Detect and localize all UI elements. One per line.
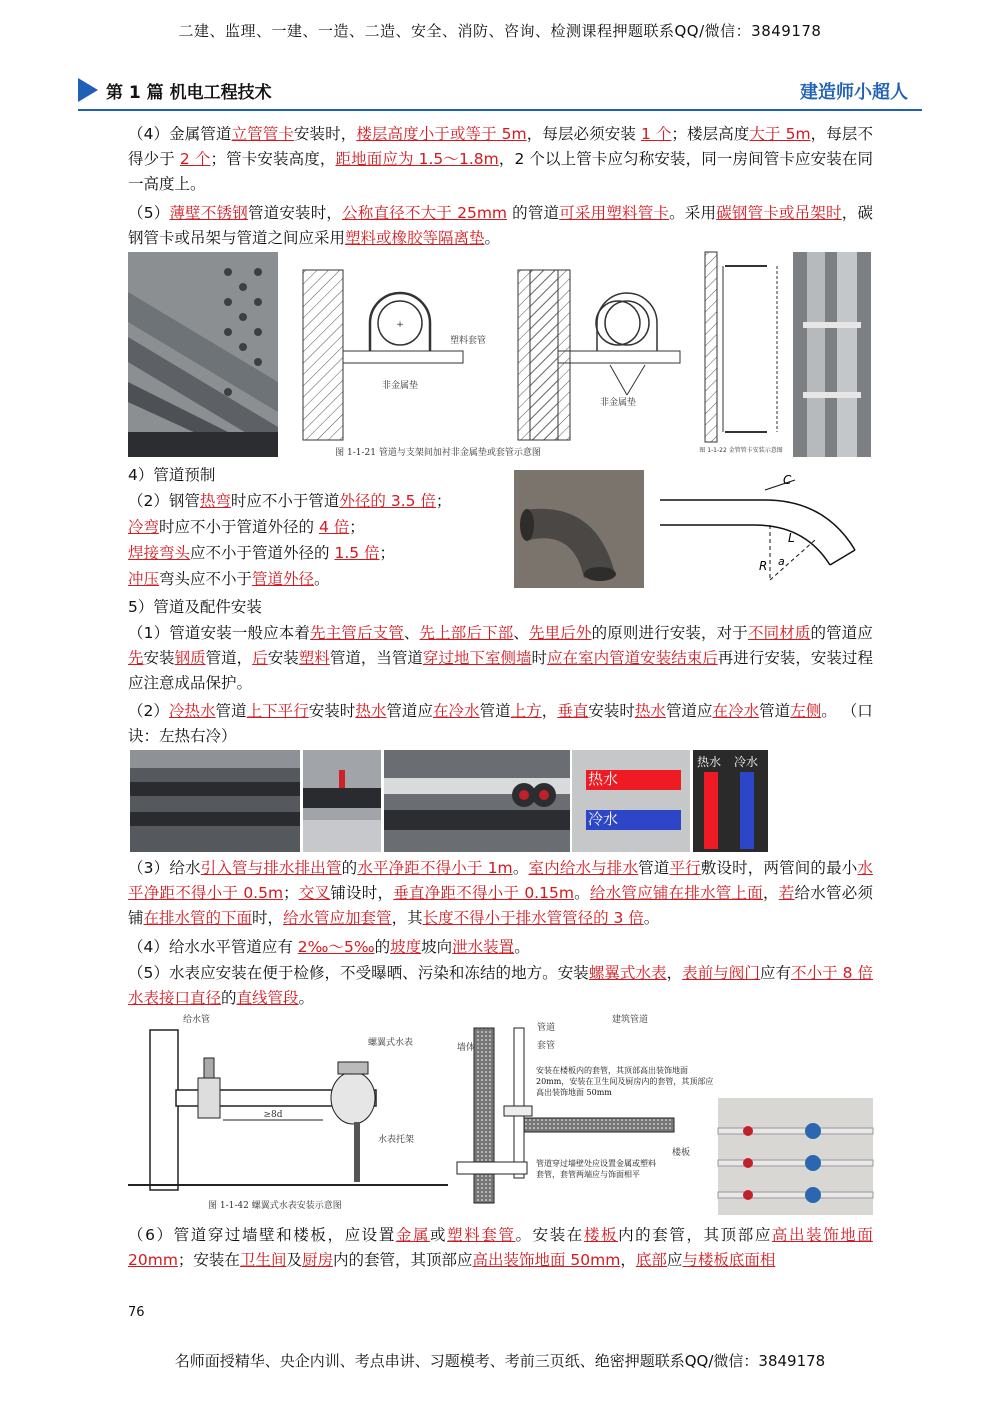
- text-run: 应: [666, 1251, 683, 1269]
- key-phrase: 冲压: [128, 570, 160, 588]
- text-run: 安装时: [308, 702, 356, 720]
- text-run: ；安装在: [177, 1251, 240, 1269]
- figure-caption-1-1-22: 图 1-1-22 金管管卡安装示意图: [699, 447, 783, 454]
- text-run: ，: [620, 1251, 636, 1269]
- text-run: 敷设时，两管间的最小: [700, 859, 858, 877]
- text-run: 。采用: [669, 204, 717, 222]
- nonmetal-pad-drawing-b: [515, 265, 690, 460]
- label-turbine-meter: 螺翼式水表: [368, 1038, 414, 1048]
- key-phrase: 直线管段: [236, 989, 299, 1007]
- text-run: 。: [512, 859, 529, 877]
- text-run: 管道: [759, 702, 791, 720]
- key-phrase: 不同材质: [747, 624, 811, 642]
- text-run: （2）钢管: [128, 492, 200, 510]
- text-run: 安装: [267, 649, 299, 667]
- key-phrase: 表前与阀门: [682, 964, 760, 982]
- text-run: （5）: [128, 204, 170, 222]
- key-phrase: 螺翼式水表: [588, 964, 667, 982]
- label-water-pipe: 给水管: [183, 1015, 211, 1025]
- key-phrase: 垂直净距不得小于 0.15m: [393, 884, 574, 902]
- key-phrase: 引入管与排水排出管: [200, 859, 342, 877]
- text-run: ；: [349, 518, 365, 536]
- text-run: 或: [430, 1226, 448, 1244]
- key-phrase: 室内给水与排水: [528, 859, 639, 877]
- text-run: 时应不小于管道外径的: [159, 518, 319, 536]
- key-phrase: 平行: [669, 859, 701, 877]
- key-phrase: 先上部后下部: [419, 624, 514, 642]
- key-phrase: 金属: [395, 1226, 431, 1244]
- text-run: ，: [541, 702, 558, 720]
- text-run: 内的套管，其顶部应: [618, 1226, 772, 1244]
- key-phrase: 坡度: [390, 938, 422, 956]
- text-run: 的原则进行安装，对于: [591, 624, 748, 642]
- key-phrase: 穿过地下室侧墙: [422, 649, 532, 667]
- text-run: ；: [283, 884, 299, 902]
- line-stamped-elbow: [128, 567, 330, 592]
- text-run: 管道，: [205, 649, 253, 667]
- diagram-pipe-sleeve: [452, 1010, 714, 1215]
- cold-water-label: 冷水: [588, 810, 619, 828]
- vertical-cold-label: 冷水: [734, 755, 759, 769]
- text-run: 管道应: [665, 702, 713, 720]
- text-run: 。: [643, 909, 660, 927]
- section-title-prefab: 4）管道预制: [128, 466, 216, 484]
- key-phrase: 给水管应加套管: [283, 909, 392, 927]
- key-phrase: 热弯: [199, 492, 231, 510]
- text-run: 应不小于管道外径的: [190, 544, 335, 562]
- label-a: a: [778, 555, 785, 568]
- bottom-banner: 名师面授精华、央企内训、考点串讲、习题模考、考前三页纸、绝密押题联系QQ/微信：3849178: [174, 1352, 826, 1370]
- page-number: 76: [128, 1305, 145, 1320]
- text-run: （6）管道穿过墙壁和楼板，应设置: [128, 1226, 396, 1244]
- key-phrase: 塑料: [298, 649, 330, 667]
- key-phrase: 与楼板底面相: [682, 1251, 776, 1269]
- text-run: 的: [341, 859, 358, 877]
- hot-water-label: 热水: [588, 770, 619, 788]
- key-phrase: 垂直: [557, 702, 589, 720]
- water-meter-drawing: [128, 1010, 448, 1215]
- text-run: 管道: [638, 859, 670, 877]
- key-phrase: 4 倍: [318, 518, 350, 536]
- insulated-pipes-illustration: [384, 750, 570, 852]
- text-run: ，: [763, 884, 779, 902]
- key-phrase: 卫生间: [239, 1251, 287, 1269]
- text-run: 时，: [252, 909, 284, 927]
- label-sleeve: 套管: [537, 1041, 556, 1051]
- line-cold-bend: [128, 515, 365, 540]
- text-run: 、: [513, 624, 529, 642]
- text-run: 及: [286, 1251, 302, 1269]
- key-phrase: 热水: [634, 702, 666, 720]
- photo-horizontal-pipes: [130, 750, 300, 852]
- paragraph-hot-cold: [128, 699, 873, 749]
- key-phrase: 左侧: [790, 702, 822, 720]
- key-phrase: 楼层高度小于或等于 5m: [356, 125, 527, 143]
- text-run: ，碳钢管卡或吊架与管道之间应采用: [128, 204, 873, 247]
- key-phrase: 冷弯: [128, 518, 160, 536]
- photo-pipe-marker: [303, 750, 381, 852]
- text-run: ，每层必须安装: [526, 125, 641, 143]
- text-run: 。 （口诀：左热右冷）: [128, 702, 873, 745]
- label-meter-bracket: 水表托架: [378, 1135, 415, 1145]
- text-run: 时应不小于管道: [230, 492, 340, 510]
- text-run: ，其: [391, 909, 423, 927]
- key-phrase: 外径的 3.5 倍: [339, 492, 436, 510]
- key-phrase: 底部: [635, 1251, 667, 1269]
- text-run: 的: [374, 938, 391, 956]
- key-phrase: 塑料套管: [447, 1226, 516, 1244]
- key-phrase: 大于 5m: [749, 125, 811, 143]
- text-run: 安装时: [588, 702, 635, 720]
- key-phrase: 焊接弯头: [128, 544, 191, 562]
- text-run: 管道: [215, 702, 247, 720]
- line-slope: [128, 935, 530, 960]
- text-run: （1）管道安装一般应本着: [128, 624, 311, 642]
- legend-vertical-hot-cold: [693, 750, 768, 852]
- text-run: ；: [379, 544, 396, 562]
- diagram-water-meter: [128, 1010, 448, 1215]
- paragraph-water-meter: [128, 961, 873, 1011]
- key-phrase: 碳钢管卡或吊架时: [716, 204, 842, 222]
- photo-pipe-rack: [128, 252, 278, 457]
- label-building-pipe: 建筑管道: [612, 1015, 649, 1025]
- pipe-sleeve-drawing: [452, 1010, 714, 1215]
- key-phrase: 先主管后支管: [310, 624, 404, 642]
- text-run: 管道: [479, 702, 511, 720]
- pipe-marker-illustration: [303, 750, 381, 852]
- text-run: ，每层不得少于: [128, 125, 873, 168]
- text-run: 时: [531, 649, 548, 667]
- text-run: 给水管必须铺: [128, 884, 873, 927]
- text-run: （4）金属管道: [128, 125, 232, 143]
- photo-water-meters: [718, 1098, 873, 1215]
- vertical-cold-bar: [740, 772, 754, 849]
- key-phrase: 1 个: [640, 125, 672, 143]
- photo-insulated-pipes: [384, 750, 570, 852]
- key-phrase: 2‰～5‰: [297, 938, 375, 956]
- text-run: 应有: [759, 964, 792, 982]
- key-phrase: 冷热水: [168, 702, 216, 720]
- label-nonmetal-pad-2: 非金属垫: [599, 398, 637, 408]
- text-run: ；楼层高度: [671, 125, 750, 143]
- paragraph-install-order: [128, 621, 873, 696]
- label-wall: 墙体: [457, 1043, 476, 1053]
- line-hot-bend: [128, 489, 451, 514]
- key-phrase: 在冷水: [432, 702, 480, 720]
- key-phrase: 薄壁不锈钢: [169, 204, 248, 222]
- figure-caption-1-1-21: 图 1-1-21 管道与支架间加衬非金属垫或套管示意图: [335, 448, 541, 458]
- diagram-clamp-install: [697, 252, 787, 457]
- key-phrase: 距地面应为 1.5～1.8m: [335, 150, 499, 168]
- note-floor-sleeve: 安装在楼板内的套管，其顶部高出装饰地面 20mm，安装在卫生间及厨房内的套管，其顶部应高出装饰地面 50mm: [536, 1066, 714, 1097]
- header-divider: [78, 109, 922, 111]
- text-run: 、: [403, 624, 420, 642]
- photo-vertical-pipes: [793, 252, 871, 457]
- vertical-hot-bar: [704, 772, 718, 849]
- chapter-header: [78, 74, 922, 108]
- key-phrase: 2 个: [179, 150, 211, 168]
- key-phrase: 管道外径: [252, 570, 315, 588]
- label-floor-slab: 楼板: [672, 1148, 691, 1158]
- key-phrase: 泄水装置: [452, 938, 515, 956]
- key-phrase: 给水管应铺在排水管上面: [589, 884, 764, 902]
- paragraph-stainless: [128, 201, 873, 251]
- label-distance: ≥8d: [263, 1110, 283, 1120]
- horizontal-pipes-illustration: [130, 750, 300, 852]
- text-run: （5）水表应安装在便于检修，不受曝晒、污染和冻结的地方。安装: [128, 964, 589, 982]
- paragraph-pipe-clamp: [128, 122, 873, 197]
- text-run: 管道，当管道: [329, 649, 423, 667]
- key-phrase: 高出装饰地面 50mm: [472, 1251, 621, 1269]
- text-run: 。: [514, 938, 530, 956]
- key-phrase: 交叉: [298, 884, 331, 902]
- key-phrase: 塑料或橡胶等隔离垫: [345, 229, 485, 247]
- vertical-pipes-illustration: [793, 252, 871, 457]
- key-phrase: 先: [128, 649, 144, 667]
- key-phrase: 应在室内管道安装结束后: [547, 649, 718, 667]
- text-run: 铺设时，: [330, 884, 394, 902]
- text-run: 再进行安装，安装过程应注意成品保护。: [128, 649, 873, 692]
- key-phrase: 不小于 8 倍水表接口直径: [128, 964, 873, 1007]
- header-arrow-icon: [78, 78, 98, 102]
- key-phrase: 在冷水: [712, 702, 760, 720]
- text-run: 弯头应不小于: [159, 570, 253, 588]
- photo-elbow: [514, 470, 644, 588]
- key-phrase: 热水: [355, 702, 387, 720]
- label-pipe: 管道: [537, 1023, 556, 1033]
- key-phrase: 公称直径不大于 25mm: [342, 204, 508, 222]
- key-phrase: 楼板: [583, 1226, 619, 1244]
- elbow-illustration: [514, 470, 644, 588]
- key-phrase: 水平净距不得小于 0.5m: [128, 859, 873, 902]
- line-welded-elbow: [128, 541, 395, 566]
- key-phrase: 后: [252, 649, 268, 667]
- note-wall-sleeve: 管道穿过墙壁处应设置金属或塑料套管，套管两端应与饰面相平: [536, 1159, 656, 1179]
- brand-name: 建造师小超人: [800, 82, 908, 103]
- text-run: 管道安装时，: [247, 204, 343, 222]
- label-l: L: [788, 531, 795, 545]
- pipe-rack-illustration: [128, 252, 278, 457]
- vertical-hot-label: 热水: [697, 755, 722, 769]
- text-run: 。安装在: [515, 1226, 584, 1244]
- key-phrase: 长度不得小于排水管管径的 3 倍: [422, 909, 644, 927]
- text-run: （3）给水: [128, 859, 201, 877]
- text-run: 。: [573, 884, 590, 902]
- top-banner: 二建、监理、一建、一造、二造、安全、消防、咨询、检测课程押题联系QQ/微信：3849178: [178, 22, 822, 40]
- text-run: 内的套管，其顶部应: [332, 1251, 473, 1269]
- key-phrase: 1.5 倍: [334, 544, 380, 562]
- figure-caption-1-1-42: 图 1-1-42 螺翼式水表安装示意图: [208, 1201, 342, 1211]
- text-run: ，: [666, 964, 683, 982]
- text-run: 的管道应: [810, 624, 873, 642]
- label-plastic-sleeve: 塑料套管: [450, 336, 487, 346]
- text-run: 安装时，: [293, 125, 357, 143]
- text-run: 管道应: [386, 702, 433, 720]
- text-run: （2）: [128, 702, 169, 720]
- key-phrase: 可采用塑料管卡: [559, 204, 670, 222]
- text-run: 的: [221, 989, 237, 1007]
- label-r: R: [759, 559, 768, 573]
- key-phrase: 上方: [510, 702, 542, 720]
- paragraph-spacing: [128, 856, 873, 931]
- text-run: ；: [435, 492, 452, 510]
- water-meters-illustration: [718, 1098, 873, 1215]
- key-phrase: 高出装饰地面 20mm: [128, 1226, 873, 1269]
- clamp-install-drawing: [697, 252, 787, 457]
- key-phrase: 若: [778, 884, 795, 902]
- key-phrase: 在排水管的下面: [143, 909, 253, 927]
- text-run: 。: [298, 989, 315, 1007]
- legend-horizontal-hot-cold: [572, 750, 690, 852]
- label-nonmetal-pad: 非金属垫: [381, 381, 419, 391]
- key-phrase: 上下平行: [246, 702, 309, 720]
- section-title-install: 5）管道及配件安装: [128, 598, 262, 616]
- paragraph-sleeve-rules: [128, 1223, 873, 1273]
- key-phrase: 钢质: [174, 649, 206, 667]
- key-phrase: 水平净距不得小于 1m: [357, 859, 513, 877]
- text-run: 安装: [143, 649, 175, 667]
- text-run: （4）给水水平管道应有: [128, 938, 298, 956]
- key-phrase: 先里后外: [529, 624, 592, 642]
- label-c: C: [783, 473, 792, 487]
- text-run: 。: [314, 570, 330, 588]
- diagram-bend-radius: [655, 470, 875, 588]
- text-run: 。: [484, 229, 501, 247]
- text-run: 的管道: [507, 204, 560, 222]
- diagram-nonmetal-pad-b: [515, 265, 690, 460]
- key-phrase: 立管管卡: [231, 125, 294, 143]
- text-run: ，2 个以上管卡应匀称安装，同一房间管卡应安装在同一高度上。: [128, 150, 873, 193]
- bend-radius-drawing: [655, 470, 875, 588]
- svg-text:+: +: [396, 320, 404, 330]
- key-phrase: 厨房: [301, 1251, 333, 1269]
- chapter-title: 第 1 篇 机电工程技术: [106, 83, 272, 103]
- text-run: 坡向: [421, 938, 453, 956]
- text-run: ；管卡安装高度，: [210, 150, 336, 168]
